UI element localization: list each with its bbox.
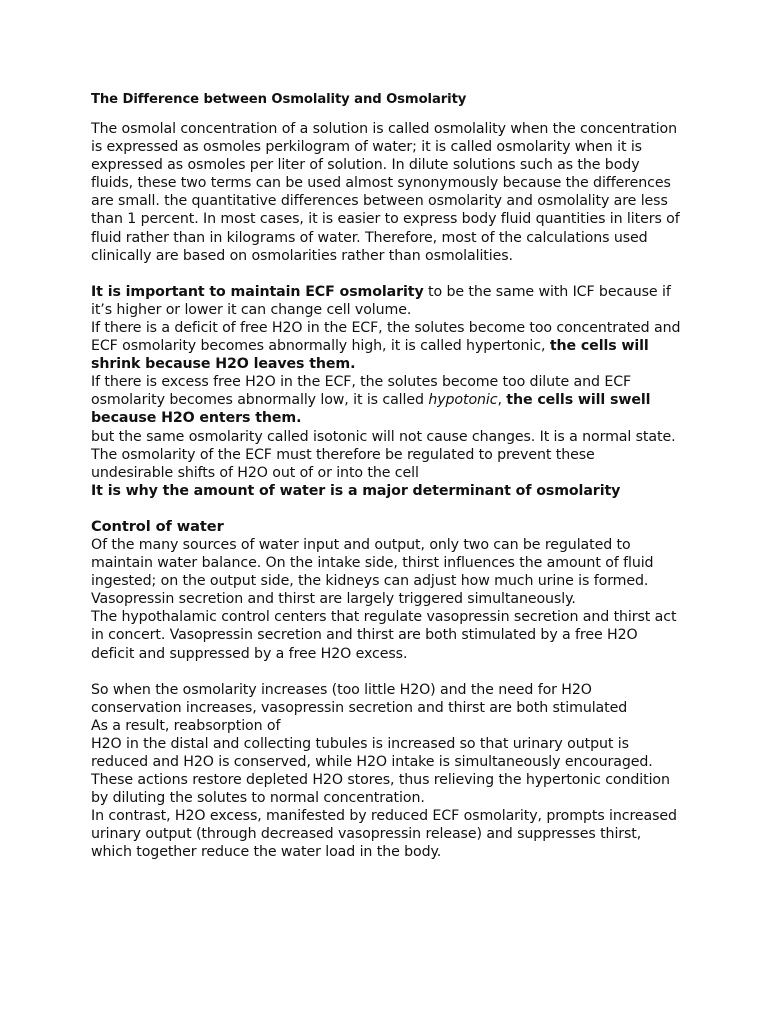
blank-line [91,663,681,681]
paragraph-key-point: It is why the amount of water is a major determinant of osmolarity [91,482,621,499]
paragraph-h2o-excess: In contrast, H2O excess, manifested by reduced ECF osmolarity, prompts increased urinary output (through decreased vasopressin release) and suppresses thirst, which together reduce the water load in the body. [91,808,677,861]
paragraph-hypertonic [91,319,681,373]
paragraph-tubules: H2O in the distal and collecting tubules is increased so that urinary output is reduced and H2O is conserved, while H2O intake is simultaneously encouraged. These actions restore depleted H2O stores, thus relieving the hypertonic condition by diluting the solutes to normal concentration. [91,735,670,807]
section-heading-control-of-water: Control of water [91,517,224,535]
paragraph-isotonic: but the same osmolarity called isotonic will not cause changes. It is a normal state. [91,428,676,445]
paragraph-hypotonic [91,373,681,427]
paragraph-hypothalamic-control: The hypothalamic control centers that regulate vasopressin secretion and thirst act in concert. Vasopressin secretion and thirst are both stimulated by a free H2O deficit and suppressed by a free H2O excess. [91,609,677,662]
paragraph-vasopressin-thirst: Vasopressin secretion and thirst are largely triggered simultaneously. [91,591,576,608]
paragraph-ecf-importance [91,283,681,319]
document-title: The Difference between Osmolality and Osmolarity [91,92,467,107]
bold-text: the cells will swell because H2O enters them. [91,392,651,427]
paragraph-water-balance: Of the many sources of water input and output, only two can be regulated to maintain water balance. On the intake side, thirst influences the amount of fluid ingested; on the output side, the kidneys can adjust how much urine is formed. [91,536,654,590]
blank-line [91,265,681,283]
body-text: to be the same with ICF because if it’s higher or lower it can change cell volume. [91,283,671,318]
paragraph-osmolarity-increase: So when the osmolarity increases (too little H2O) and the need for H2O conservation increases, vasopressin secretion and thirst are both stimulated [91,681,628,716]
body-text: If there is excess free H2O in the ECF, the solutes become too dilute and ECF osmolarity becomes abnormally low, it is called [91,374,632,409]
italic-text: hypotonic [428,392,498,409]
bold-text: It is important to maintain ECF osmolarity [91,283,424,300]
paragraph-osmolality-definition: The osmolal concentration of a solution is called osmolality when the concentration is expressed as osmoles perkilogram of water; it is called osmolarity when it is expressed as osmoles per liter of solution. In dilute solutions such as the body fluids, these two terms can be used almost synonymously because the differences are small. the quantitative differences between osmolarity and osmolality are less than 1 percent. In most cases, it is easier to express body fluid quantities in liters of fluid rather than in kilograms of water. Therefore, most of the calculations used clinically are based on osmolarities rather than osmolalities. [91,121,680,264]
paragraph-regulation: The osmolarity of the ECF must therefore be regulated to prevent these undesirable shifts of H2O out of or into the cell [91,446,595,481]
paragraph-reabsorption: As a result, reabsorption of [91,717,281,734]
body-text: If there is a deficit of free H2O in the ECF, the solutes become too concentrated and ECF osmolarity becomes abnormally high, it is called hypertonic, [91,319,681,355]
blank-line [91,500,681,518]
bold-text: the cells will shrink because H2O leaves them. [91,338,649,373]
body-text: , [497,392,507,409]
document-body [91,91,681,862]
